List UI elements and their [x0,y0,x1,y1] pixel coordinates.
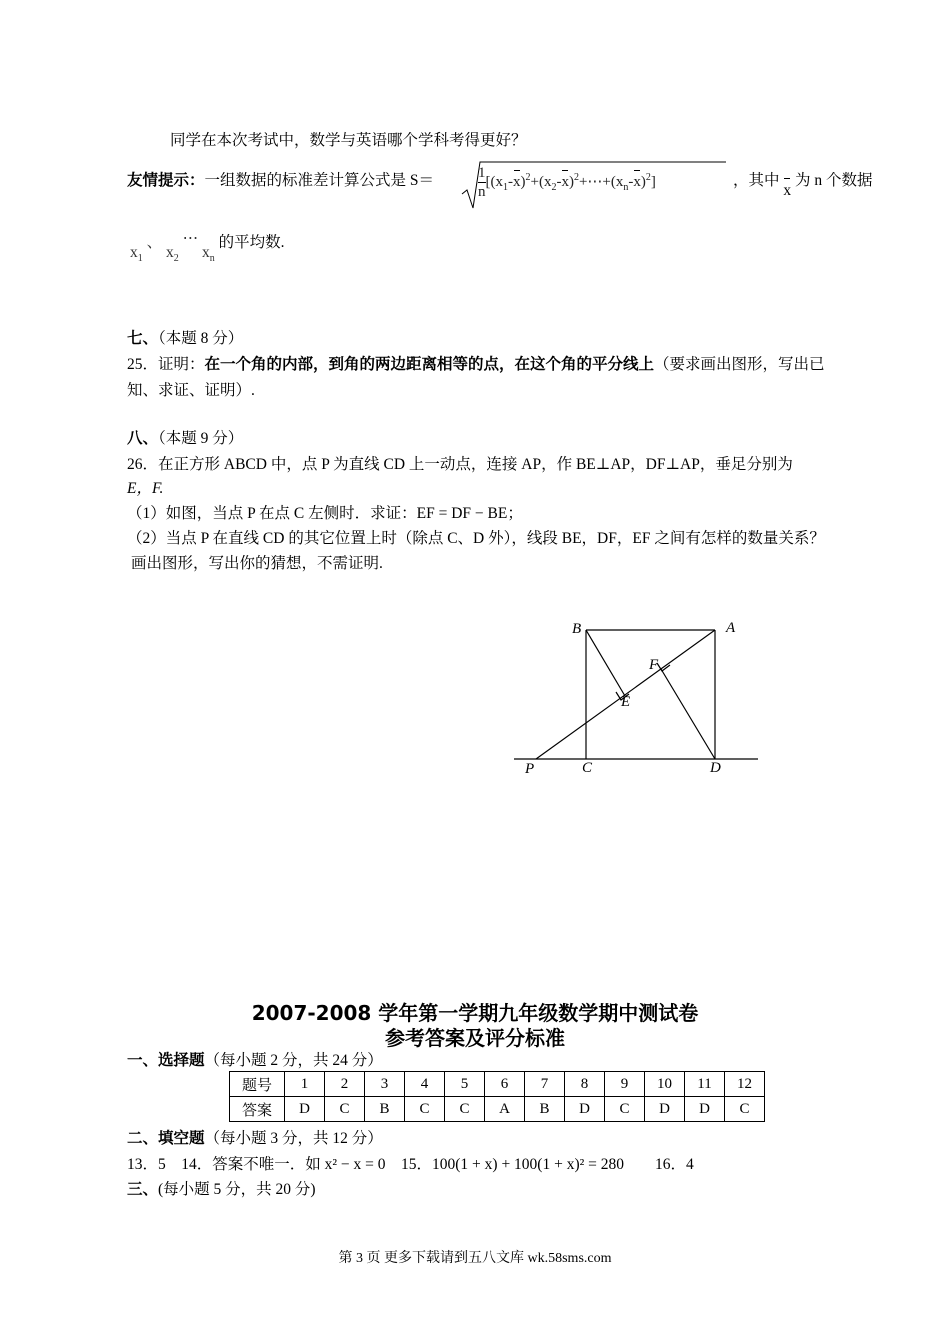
table-cell: 7 [525,1072,565,1097]
page-footer: 第 3 页 更多下载请到五八文库 wk.58sms.com [338,1251,612,1266]
table-cell: B [525,1097,565,1122]
hint-where [733,168,873,199]
label-b: B [572,621,582,637]
table-cell: 8 [565,1072,605,1097]
fill-in-answers: 13．5 14．答案不唯一．如 x² − x = 0 15．100(1 + x) + 100(1 + x)² = 280 16．4 [127,1156,694,1173]
hint-label: 友情提示： [127,172,205,189]
table-cell: 4 [405,1072,445,1097]
label-e: E [621,694,631,710]
question-26: 26．在正方形 ABCD 中，点 P 为直线 CD 上一动点，连接 AP，作 BE⊥AP，DF⊥AP，垂足分别为 [127,456,793,473]
question-25-cont: 知、求证、证明）. [127,382,255,399]
table-cell: D [685,1097,725,1122]
label-c: C [582,760,593,776]
hint-text: 一组数据的标准差计算公式是 [204,172,407,189]
hint-line [127,168,434,190]
question-26-part2: （2）当点 P 在直线 CD 的其它位置上时（除点 C、D 外），线段 BE，DF，EF 之间有怎样的数量关系？ [127,530,825,547]
segment-df [661,669,715,759]
question-tail: 同学在本次考试中，数学与英语哪个学科考得更好？ [170,132,527,149]
table-header-label: 题号 [230,1072,285,1097]
label-p: P [525,761,535,777]
label-f: F [649,657,659,673]
table-cell: D [285,1097,325,1122]
fraction-numerator: 1 [478,165,486,181]
section7-heading: 七、（本题 8 分） [127,330,244,347]
ellipsis: ⋯ [182,230,199,247]
avg-text: 的平均数. [218,234,285,251]
section8-heading: 八、（本题 9 分） [127,430,244,447]
where-text: ，其中 [733,172,780,189]
table-cell: C [725,1097,765,1122]
q25-statement: 在一个角的内部，到角的两边距离相等的点，在这个角的平分线上 [204,356,655,373]
table-cell: 10 [645,1072,685,1097]
std-formula: $\frac{1}{n}$ $[(x_1-x)^2+(x_2-x)^2+\cdots+(x_n-x)^2]$ [478,165,656,200]
section2-heading: 二、填空题（每小题 3 分，共 12 分） [127,1130,383,1147]
question-25: 25．证明：在一个角的内部，到角的两边距离相等的点，在这个角的平分线上（要求画出图形，写出已 [127,356,825,373]
data-x1: x [130,244,138,261]
table-cell: A [485,1097,525,1122]
table-row [230,1072,765,1097]
table-cell: C [405,1097,445,1122]
means-text: 为 n 个数据 [795,172,873,189]
segment-be [586,630,625,696]
label-d: D [710,760,721,776]
table-cell: C [605,1097,645,1122]
table-cell: D [645,1097,685,1122]
table-cell: 1 [285,1072,325,1097]
question-26-part1: （1）如图，当点 P 在点 C 左侧时．求证：EF = DF − BE； [127,505,523,522]
question-26-cont: E，F. [127,480,164,497]
table-cell: B [365,1097,405,1122]
data-x2: x [166,244,174,261]
mean-symbol: x [783,182,792,199]
table-answer-label: 答案 [230,1097,285,1122]
table-cell: 9 [605,1072,645,1097]
table-cell: 3 [365,1072,405,1097]
table-cell: 6 [485,1072,525,1097]
table-row [230,1097,765,1122]
table-cell: 5 [445,1072,485,1097]
section1-heading: 一、选择题（每小题 2 分，共 24 分） [127,1052,383,1069]
formula-fraction [478,164,486,201]
data-list: $x_1$ 、 $x_2$ ⋯ $x_n$ 的平均数. [130,230,285,264]
answer-table [229,1071,765,1122]
answer-key-subtitle: 参考答案及评分标准 [385,1026,565,1050]
table-cell: 12 [725,1072,765,1097]
table-cell: 2 [325,1072,365,1097]
fraction-denominator: n [478,184,486,200]
formula-lhs: S＝ [409,172,435,189]
section3-heading: 三、(每小题 5 分，共 20 分) [127,1181,316,1198]
separator: 、 [146,234,163,251]
question-26-part2-cont: 画出图形，写出你的猜想，不需证明. [131,555,383,572]
data-xn: x [202,244,210,261]
table-cell: C [325,1097,365,1122]
table-cell: D [565,1097,605,1122]
table-cell: C [445,1097,485,1122]
answer-key-title: 2007-2008 学年第一学期九年级数学期中测试卷 [251,1001,699,1025]
label-a: A [726,620,736,636]
table-cell: 11 [685,1072,725,1097]
geometry-figure [500,610,770,780]
